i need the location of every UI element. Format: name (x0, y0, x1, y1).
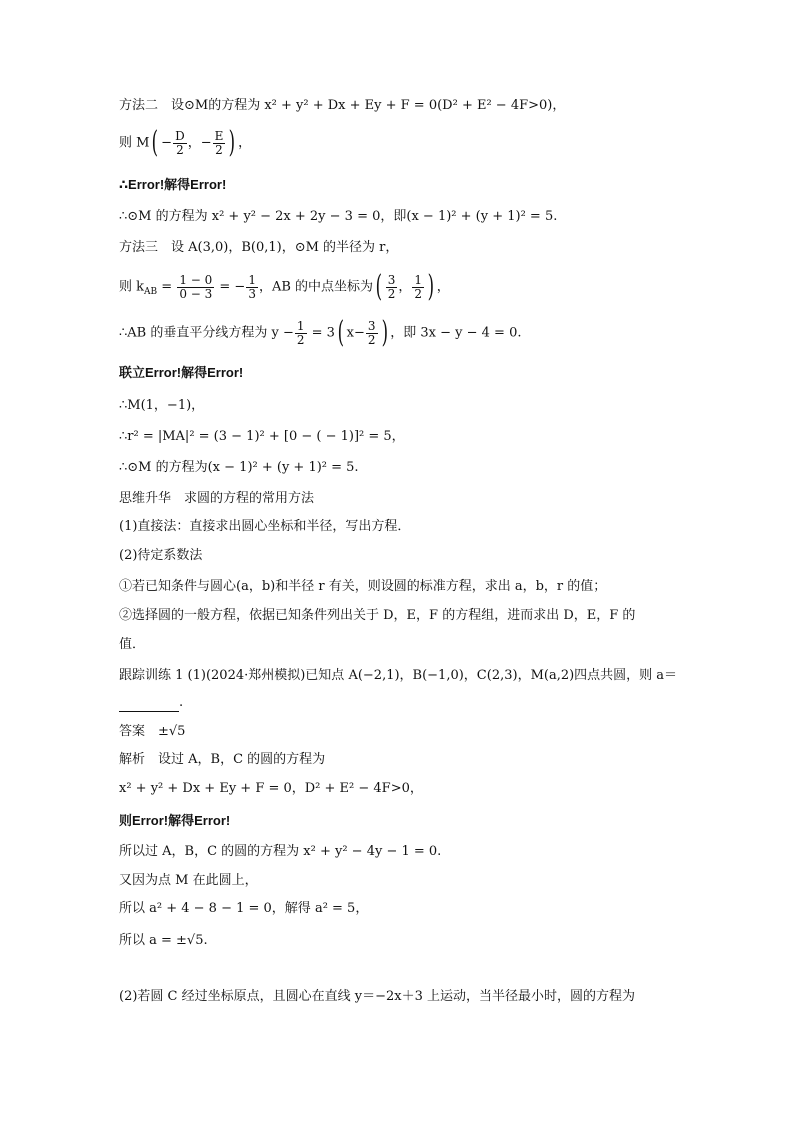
summary-item-4: ②选择圆的一般方程，依据已知条件列出关于 D，E，F 的方程组，进而求出 D，E，F 的 (119, 608, 636, 623)
next-question-line: (2)若圆 C 经过坐标原点，且圆心在直线 y＝−2x＋3 上运动，当半径最小时，圆的方程为 (119, 989, 636, 1004)
summary-item-3: ①若已知条件与圆心(a，b)和半径 r 有关，则设圆的标准方程，求出 a，b，r 的值； (119, 579, 607, 594)
text: 则 M (119, 135, 150, 151)
radius-line: ∴r² = |MA|² = (3 − 1)² + [0 − ( − 1)]² = 5， (119, 429, 405, 444)
fraction: $\frac{1 - 0}{0 - 3}$ (179, 272, 213, 301)
fraction: $\frac{E}{2}$ (214, 128, 224, 157)
method-two-line: 方法二 设⊙M的方程为 x² + y² + Dx + Ey + F = 0(D² + E² − 4F>0)， (119, 98, 566, 113)
equation-line-1: ∴⊙M 的方程为 x² + y² − 2x + 2y − 3 = 0，即(x − 1)² + (y + 1)² = 5. (119, 209, 558, 224)
slope-line: 则 $k_{AB}$ = $\frac{1 - 0}{0 - 3}$ = − $\frac{1}{3}$ ，AB 的中点坐标为( $\frac{3}{2}$ ， $\frac{1}{2}$ ) ， (119, 269, 450, 304)
fraction: $\frac{3}{2}$ (367, 318, 376, 347)
equation-line-2: ∴⊙M 的方程为(x − 1)² + (y + 1)² = 5. (119, 460, 359, 475)
fraction: $\frac{3}{2}$ (387, 272, 396, 301)
center-m-line: 则 M( − $\frac{D}{2}$ ，− $\frac{E}{2}$ ) ， (119, 125, 252, 160)
fraction: $\frac{1}{2}$ (414, 272, 423, 301)
summary-item-1: (1)直接法：直接求出圆心坐标和半径，写出方程． (119, 519, 411, 534)
summary-title: 思维升华 求圆的方程的常用方法 (119, 491, 315, 506)
answer-blank (119, 699, 179, 712)
fraction: $\frac{1}{3}$ (248, 272, 256, 301)
summary-item-4-cont: 值． (119, 637, 146, 652)
answer-line: 答案 ±√5 (119, 724, 186, 739)
error-line-2: 联立Error!解得Error! (119, 365, 244, 380)
point-on-circle-line: 又因为点 M 在此圆上， (119, 873, 258, 888)
center-result-line: ∴M(1，−1)， (119, 398, 205, 413)
method-three-line: 方法三 设 A(3,0)，B(0,1)，⊙M 的半径为 r， (119, 240, 399, 255)
error-line-3: 则Error!解得Error! (119, 813, 231, 828)
exercise-line: 跟踪训练 1 (1)(2024·郑州模拟)已知点 A(−2,1)，B(−1,0)，C(2,3)，M(a,2)四点共圆，则 a＝ (119, 668, 678, 683)
summary-item-2: (2)待定系数法 (119, 548, 203, 563)
final-answer-line: 所以 a = ±√5. (119, 933, 208, 948)
error-line-1: ∴Error!解得Error! (119, 177, 227, 192)
answer-blank-line: . (119, 694, 183, 712)
solve-line: 所以 a² + 4 − 8 − 1 = 0，解得 a² = 5， (119, 901, 369, 916)
circle-result-line: 所以过 A，B，C 的圆的方程为 x² + y² − 4y − 1 = 0. (119, 844, 442, 859)
general-equation-line: x² + y² + Dx + Ey + F = 0，D² + E² − 4F>0， (119, 781, 423, 796)
fraction: $\frac{D}{2}$ (175, 128, 185, 157)
analysis-line: 解析 设过 A，B，C 的圆的方程为 (119, 752, 326, 767)
bisector-line: ∴AB 的垂直平分线方程为 y − $\frac{1}{2}$ = 3( x− $\frac{3}{2}$ ) ，即 3x − y − 4 = 0. (119, 315, 522, 350)
fraction: $\frac{1}{2}$ (296, 318, 305, 347)
